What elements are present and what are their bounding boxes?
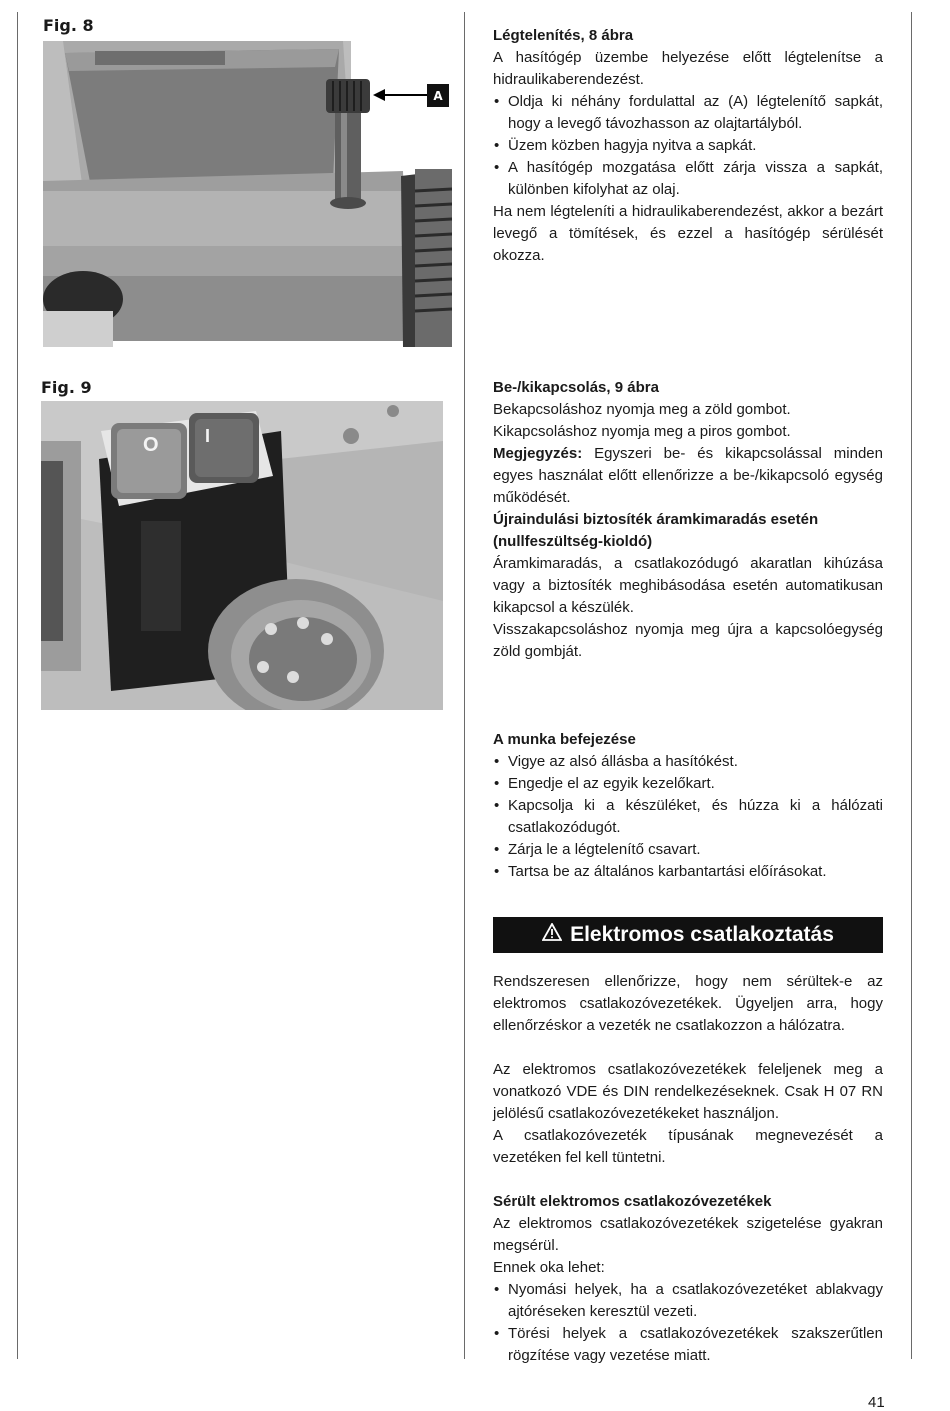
list-item: • Tartsa be az általános karbantartási előírásokat. [493, 861, 883, 883]
fig8-label: Fig. 8 [43, 16, 94, 35]
venting-heading: Légtelenítés, 8 ábra [493, 27, 634, 44]
venting-intro: A hasítógép üzembe helyezése előtt légtelenítse a hidraulikaberendezést. [493, 49, 883, 88]
center-divider-line [464, 12, 465, 1359]
switch-heading: Be-/kikapcsolás, 9 ábra [493, 379, 659, 396]
list-item: • Kapcsolja ki a készüléket, és húzza ki a hálózati csatlakozódugót. [493, 795, 883, 839]
electric-section [493, 971, 883, 1367]
list-item: • Törési helyek a csatlakozóvezetékek szakszerűtlen rögzítése vagy vezetése miatt. [493, 1323, 883, 1367]
end-of-work-section [493, 729, 883, 883]
switch-section [493, 377, 883, 663]
electric-para1: Rendszeresen ellenőrizze, hogy nem sérültek-e az elektromos csatlakozóvezetékek. Ügyeljen arra, hogy ellenőrzéskor a vezeték ne csatlakozzon a hálózatra. [493, 973, 883, 1034]
electric-para2: Az elektromos csatlakozóvezetékek feleljenek meg a vonatkozó VDE és DIN rendelkezéseknek. Csak H 07 RN jelölésű csatlakozóvezetékeket használjon. [493, 1061, 883, 1122]
damaged-cables-cause-intro: Ennek oka lehet: [493, 1259, 605, 1276]
end-of-work-heading: A munka befejezése [493, 731, 636, 748]
switch-note-label: Megjegyzés: [493, 445, 583, 462]
banner-title: Elektromos csatlakoztatás [570, 923, 834, 946]
damaged-cables-para: Az elektromos csatlakozóvezetékek szigetelése gyakran megsérül. [493, 1215, 883, 1254]
list-item: • Engedje el az egyik kezelőkart. [493, 773, 883, 795]
switch-note-text: Egyszeri be- és kikapcsolással minden egyes használat előtt ellenőrizze a be-/kikapcsoló egység működését. [493, 445, 883, 506]
list-item: • Nyomási helyek, ha a csatlakozóvezetéket ablakvagy ajtóréseken keresztül vezeti. [493, 1279, 883, 1323]
left-margin-line [17, 12, 18, 1359]
list-item: • Oldja ki néhány fordulattal az (A) légtelenítő sapkát, hogy a levegő távozhasson az olajtartályból. [493, 91, 883, 135]
electric-para3: A csatlakozóvezeték típusának megnevezését a vezetéken fel kell tüntetni. [493, 1127, 883, 1166]
fig9-label: Fig. 9 [41, 378, 92, 397]
switch-note [493, 443, 883, 509]
end-of-work-bullet-list [493, 751, 883, 883]
switch-line-on: Bekapcsoláshoz nyomja meg a zöld gombot. [493, 401, 791, 418]
right-margin-line [911, 12, 912, 1359]
restart-protection-para1: Áramkimaradás, a csatlakozódugó akaratlan kihúzása vagy a biztosíték meghibásodása esetén automatikusan kikapcsol a készülék. [493, 555, 883, 616]
electric-connection-banner [493, 917, 883, 953]
list-item: • Üzem közben hagyja nyitva a sapkát. [493, 135, 883, 157]
fig8-photo [43, 41, 452, 347]
list-item: • A hasítógép mozgatása előtt zárja vissza a sapkát, különben kifolyhat az olaj. [493, 157, 883, 201]
switch-line-off: Kikapcsoláshoz nyomja meg a piros gombot. [493, 423, 791, 440]
page-number: 41 [868, 1394, 885, 1411]
list-item: • Zárja le a légtelenítő csavart. [493, 839, 883, 861]
restart-protection-heading: Újraindulási biztosíték áramkimaradás esetén (nullfeszültség-kioldó) [493, 511, 819, 550]
damaged-cables-bullet-list [493, 1279, 883, 1367]
list-item: • Vigye az alsó állásba a hasítókést. [493, 751, 883, 773]
warning-triangle-icon [542, 923, 562, 947]
venting-outro: Ha nem légteleníti a hidraulikaberendezést, akkor a bezárt levegő a tömítések, és ezzel a hasítógép sérülését okozza. [493, 203, 883, 264]
fig8-callout-a: A [427, 84, 449, 107]
fig9-photo [41, 401, 443, 710]
fig9-switch-off-label: O [143, 434, 159, 456]
damaged-cables-heading: Sérült elektromos csatlakozóvezetékek [493, 1193, 772, 1210]
venting-section [493, 25, 883, 267]
fig9-switch-on-label: I [205, 426, 211, 446]
restart-protection-para2: Visszakapcsoláshoz nyomja meg újra a kapcsolóegység zöld gombját. [493, 621, 883, 660]
venting-bullet-list [493, 91, 883, 201]
